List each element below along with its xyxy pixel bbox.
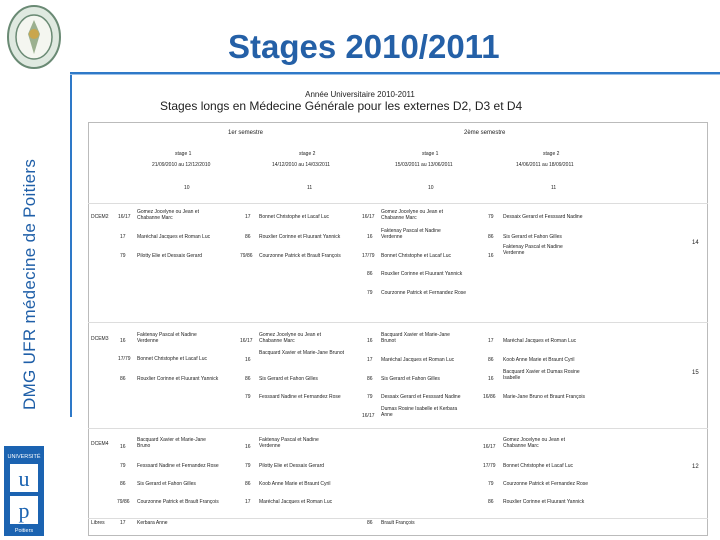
dept-code: 16/17: [362, 214, 375, 220]
stage-label: stage 2: [299, 151, 316, 157]
dept-code: 86: [245, 376, 251, 382]
stage-label: stage 2: [543, 151, 560, 157]
tutor-pair: Dessaix Gerard et Fesssard Nadine: [503, 214, 583, 220]
group-label: DCEM2: [91, 214, 109, 220]
dept-code: 17/79: [483, 463, 496, 469]
dept-code: 86: [488, 499, 494, 505]
header-rule-light: [70, 74, 720, 75]
tutor-pair: Dessaix Gerard et Fesssard Nadine: [381, 394, 461, 400]
tutor-pair: Courzonne Patrick et Fernandez Rose: [381, 290, 467, 296]
dept-code: 86: [245, 481, 251, 487]
group-count: 14: [692, 240, 699, 246]
tutor-pair: Sis Gerard et Fahon Gilles: [137, 481, 196, 487]
sem2-label: 2ème semestre: [464, 130, 506, 136]
dept-code: 16: [120, 338, 126, 344]
tutor-pair: Courzonne Patrick et Brault François: [137, 499, 219, 505]
dept-code: 16: [367, 234, 373, 240]
tutor-pair: Gomez Jocelyne ou Jean et Chabanne Marc: [259, 332, 321, 344]
dept-code: 17: [120, 234, 126, 240]
group-count: 15: [692, 370, 699, 376]
svg-text:u: u: [18, 466, 30, 491]
dept-code: 16/86: [483, 394, 496, 400]
dept-code: 86: [488, 234, 494, 240]
sidebar-label: DMG UFR médecine de Poitiers: [20, 158, 39, 410]
dept-code: 79: [367, 290, 373, 296]
dept-code: 79: [120, 463, 126, 469]
dept-code: 86: [367, 271, 373, 277]
grid-line: [707, 122, 708, 536]
tutor-pair: Bonnet Christophe et Lacaf Luc: [381, 253, 452, 259]
dept-code: 16/17: [240, 338, 253, 344]
university-logo: [4, 446, 44, 536]
tutor-pair: Maréchal Jacques et Roman Luc: [259, 499, 333, 505]
tutor-pair: Courzonne Patrick et Fernandez Rose: [503, 481, 589, 487]
tutor-pair: Bonnet Christophe et Lacaf Luc: [503, 463, 574, 469]
doc-heading: Stages longs en Médecine Générale pour les externes D2, D3 et D4: [160, 99, 523, 113]
group-count: 12: [692, 464, 699, 470]
dept-code: 86: [367, 520, 373, 526]
dept-code: 86: [488, 357, 494, 363]
date-range: 14/06/2011 au 18/09/2011: [516, 162, 574, 168]
tutor-pair: Koob Anne Marie et Braunt Cyril: [259, 481, 331, 487]
academic-year: Année Universitaire 2010-2011: [305, 90, 415, 99]
page-title: Stages 2010/2011: [228, 28, 500, 65]
tutor-pair: Rouxlier Corinne et Fluurant Yannick: [259, 234, 341, 240]
dept-code: 86: [120, 376, 126, 382]
dept-code: 17: [245, 499, 251, 505]
tutor-pair: Pilotty Elie et Dessaix Gerard: [259, 463, 325, 469]
stage-label: stage 1: [175, 151, 192, 157]
grid-line: [88, 122, 708, 123]
dept-code: 16: [245, 357, 251, 363]
tutor-pair: Gomez Jocelyne ou Jean et Chabanne Marc: [381, 209, 443, 221]
grid-line: [88, 122, 89, 536]
tutor-pair: Courzonne Patrick et Brault François: [259, 253, 341, 259]
dept-code: 16/17: [118, 214, 131, 220]
dept-code: 79: [488, 214, 494, 220]
tutor-pair: Rouxlier Corinne et Fluurant Yannick: [503, 499, 585, 505]
tutor-pair: Maréchal Jacques et Roman Luc: [503, 338, 577, 344]
tutor-pair: Marie-Jane Bruno et Braunt François: [503, 394, 585, 400]
date-range: 15/03/2011 au 13/06/2011: [395, 162, 453, 168]
dept-code: 79: [488, 481, 494, 487]
dept-code: 86: [367, 376, 373, 382]
tutor-pair: Sis Gerard et Fahon Gilles: [259, 376, 318, 382]
date-range: 21/09/2010 au 12/12/2010: [152, 162, 211, 168]
dept-code: 16/17: [483, 444, 496, 450]
grid-line: [88, 322, 708, 323]
tutor-pair: Faktenay Pascal et Nadine Verdenne: [137, 332, 197, 344]
tutor-pair: Gomez Jocelyne ou Jean et Chabanne Marc: [137, 209, 199, 221]
dept-code: 86: [120, 481, 126, 487]
stage-label: stage 1: [422, 151, 439, 157]
dept-code: 17: [120, 520, 126, 526]
tutor-pair: Sis Gerard et Fahon Gilles: [381, 376, 440, 382]
grid-line: [88, 428, 708, 429]
group-label: DCEM3: [91, 336, 109, 342]
dept-code: 79: [120, 253, 126, 259]
tutor-pair: Fesssard Nadine et Fernandez Rose: [259, 394, 341, 400]
dept-code: 17: [245, 214, 251, 220]
dept-code: 79: [245, 463, 251, 469]
crest-logo: [6, 4, 62, 70]
weeks-count: 10: [184, 185, 190, 191]
weeks-count: 11: [307, 185, 313, 191]
svg-text:p: p: [18, 498, 30, 523]
tutor-pair: Gomez Jocelyne ou Jean et Chabanne Marc: [503, 437, 565, 449]
dept-code: 16: [245, 444, 251, 450]
weeks-count: 10: [428, 185, 434, 191]
sem1-label: 1er semestre: [228, 130, 264, 136]
tutor-pair: Bonnet Christophe et Lacaf Luc: [137, 356, 208, 362]
dept-code: 16: [488, 376, 494, 382]
tutor-pair: Rouxlier Corinne et Fluurant Yannick: [381, 271, 463, 277]
sidebar: [0, 0, 75, 540]
dept-code: 16: [488, 253, 494, 259]
tutor-pair: Maréchal Jacques et Roman Luc: [137, 234, 211, 240]
tutor-pair: Rouxlier Corinne et Fluurant Yannick: [137, 376, 219, 382]
dept-code: 17/79: [362, 253, 375, 259]
tutor-pair: Bacquard Xavier et Marie-Jane Brunot: [381, 332, 450, 344]
dept-code: 17: [367, 357, 373, 363]
grid-line: [88, 535, 708, 536]
dept-code: 16: [120, 444, 126, 450]
dept-code: 17: [488, 338, 494, 344]
dept-code: 86: [245, 234, 251, 240]
svg-text:Poitiers: Poitiers: [14, 528, 34, 534]
tutor-pair: Pilotty Elie et Dessaix Gerard: [137, 253, 203, 259]
dept-code: 16/17: [362, 413, 375, 419]
tutor-pair: Maréchal Jacques et Roman Luc: [381, 357, 455, 363]
svg-text:UNIVERSITÉ: UNIVERSITÉ: [7, 454, 41, 460]
tutor-pair: Sis Gerard et Fahon Gilles: [503, 234, 562, 240]
dept-code: 79: [367, 394, 373, 400]
tutor-pair: Kerbara Anne: [137, 520, 168, 526]
tutor-pair: Fesssard Nadine et Fernandez Rose: [137, 463, 219, 469]
dept-code: 79: [245, 394, 251, 400]
tutor-pair: Faktenay Pascal et Nadine Verdenne: [503, 244, 563, 256]
dept-code: 16: [367, 338, 373, 344]
tutor-pair: Koob Anne Marie et Braunt Cyril: [503, 357, 575, 363]
grid-line: [88, 203, 708, 204]
tutor-pair: Bonnet Christophe et Lacaf Luc: [259, 214, 330, 220]
tutor-pair: Bacquard Xavier et Marie-Jane Brunot: [259, 350, 345, 356]
tutor-pair: Bacquard Xavier et Dumas Rosine Isabelle: [503, 369, 580, 381]
tutor-pair: Brault François: [381, 520, 415, 526]
dept-code: 17/79: [118, 356, 131, 362]
group-label: Libres: [91, 520, 105, 526]
weeks-count: 11: [551, 185, 557, 191]
group-label: DCEM4: [91, 441, 109, 447]
tutor-pair: Dumas Rosine Isabelle et Kerbara Anne: [381, 406, 458, 418]
grid-line: [88, 518, 708, 519]
tutor-pair: Faktenay Pascal et Nadine Verdenne: [381, 228, 441, 240]
dept-code: 79/86: [240, 253, 253, 259]
tutor-pair: Bacquard Xavier et Marie-Jane Bruno: [137, 437, 206, 449]
tutor-pair: Faktenay Pascal et Nadine Verdenne: [259, 437, 319, 449]
dept-code: 79/86: [117, 499, 130, 505]
date-range: 14/12/2010 au 14/03/2011: [272, 162, 331, 168]
sidebar-divider: [70, 72, 72, 417]
